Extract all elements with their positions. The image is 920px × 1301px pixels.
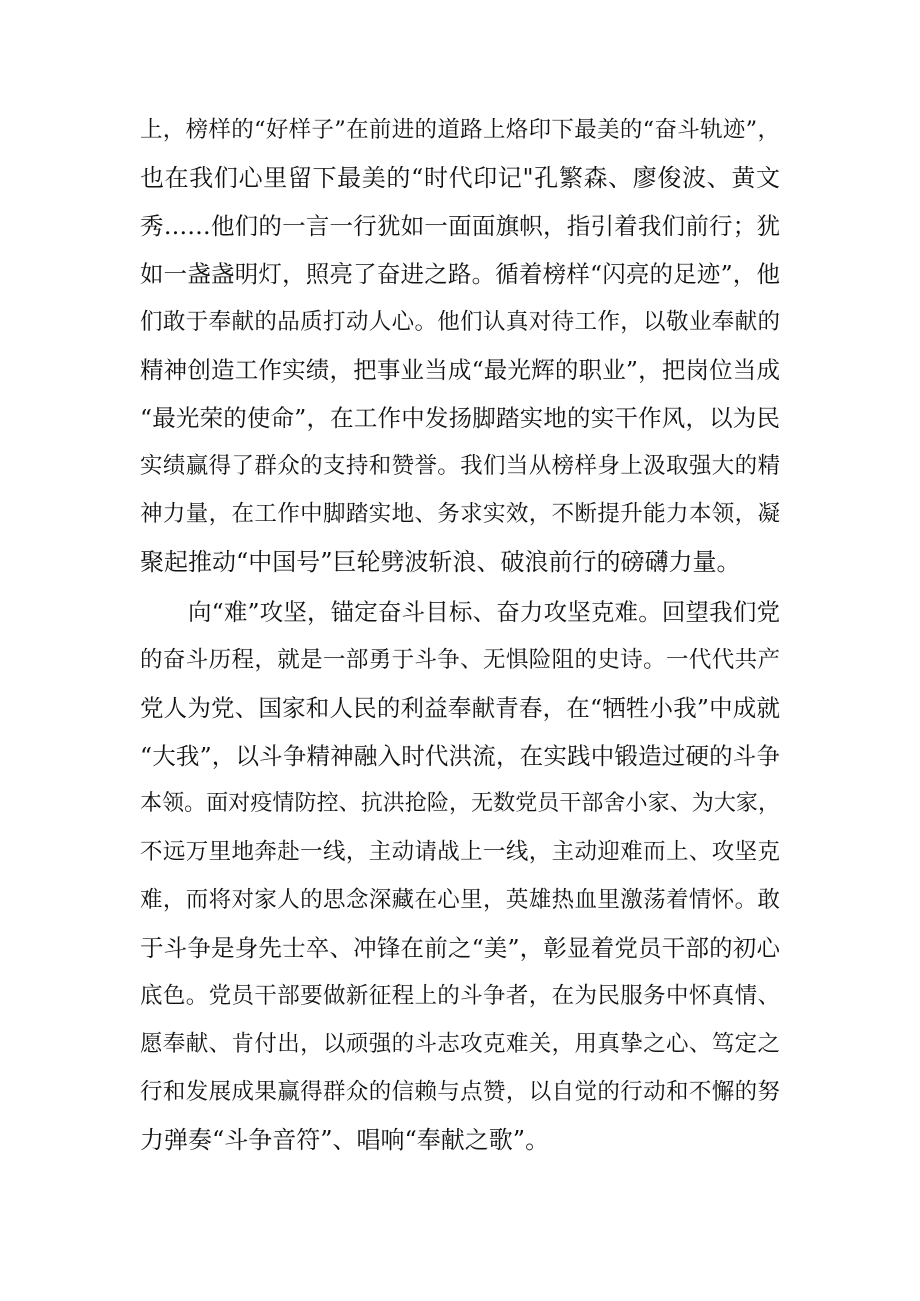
paragraph-1-line-2: 也在我们心里留下最美的“时代印记"孔繁森、廖俊波、黄文 bbox=[140, 164, 780, 192]
paragraph-1-line-4: 如一盏盏明灯，照亮了奋进之路。循着榜样“闪亮的足迹”，他 bbox=[140, 260, 780, 288]
paragraph-1-line-5: 们敢于奉献的品质打动人心。他们认真对待工作，以敬业奉献的 bbox=[140, 309, 780, 335]
paragraph-1-line-9: 神力量，在工作中脚踏实地、务求实效，不断提升能力本领，凝 bbox=[140, 501, 780, 527]
paragraph-2-line-7: 难，而将对家人的思念深藏在心里，英雄热血里激荡着情怀。敢 bbox=[140, 887, 780, 913]
paragraph-2-line-1: 向“难”攻坚，锚定奋斗目标、奋力攻坚克难。回望我们党 bbox=[188, 598, 780, 626]
paragraph-2-line-3: 党人为党、国家和人民的利益奉献青春，在“牺牲小我”中成就 bbox=[140, 694, 780, 722]
paragraph-2-line-8: 于斗争是身先士卒、冲锋在前之“美”，彰显着党员干部的初心 bbox=[140, 934, 780, 962]
paragraph-1-line-7: “最光荣的使命”，在工作中发扬脚踏实地的实干作风，以为民 bbox=[140, 404, 780, 432]
paragraph-1-line-3: 秀……他们的一言一行犹如一面面旗帜，指引着我们前行；犹 bbox=[140, 212, 780, 240]
paragraph-1-line-8: 实绩赢得了群众的支持和赞誉。我们当从榜样身上汲取强大的精 bbox=[140, 453, 780, 479]
paragraph-1-line-10: 聚起推动“中国号”巨轮劈波斩浪、破浪前行的磅礴力量。 bbox=[140, 548, 741, 576]
paragraph-2-line-4: “大我”，以斗争精神融入时代洪流，在实践中锻造过硬的斗争 bbox=[140, 742, 780, 770]
paragraph-1-line-1: 上，榜样的“好样子”在前进的道路上烙印下最美的“奋斗轨迹”， bbox=[140, 117, 780, 143]
paragraph-2-line-9: 底色。党员干部要做新征程上的斗争者，在为民服务中怀真情、 bbox=[140, 983, 780, 1009]
paragraph-2-line-10: 愿奉献、肯付出，以顽强的斗志攻克难关，用真挚之心、笃定之 bbox=[140, 1031, 780, 1057]
paragraph-1-line-6: 精神创造工作实绩，把事业当成“最光辉的职业”，把岗位当成 bbox=[140, 356, 780, 384]
paragraph-2-line-2: 的奋斗历程，就是一部勇于斗争、无惧险阻的史诗。一代代共产 bbox=[140, 647, 780, 673]
paragraph-2-line-12: 力弹奏“斗争音符”、唱响“奉献之歌”。 bbox=[140, 1126, 550, 1154]
paragraph-2-line-11: 行和发展成果赢得群众的信赖与点赞，以自觉的行动和不懈的努 bbox=[140, 1079, 780, 1105]
paragraph-2-line-6: 不远万里地奔赴一线，主动请战上一线，主动迎难而上、攻坚克 bbox=[140, 839, 780, 865]
paragraph-2-line-5: 本领。面对疫情防控、抗洪抢险，无数党员干部舍小家、为大家， bbox=[140, 791, 780, 816]
